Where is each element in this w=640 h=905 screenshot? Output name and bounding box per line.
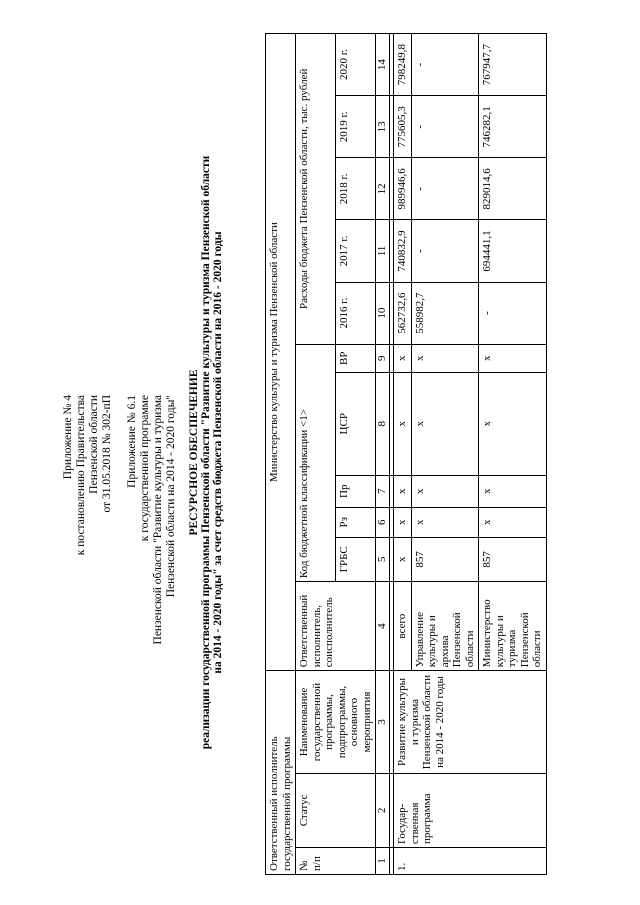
program-status-text: Государ-ственная программа [396,793,433,845]
grbs-cell: х [394,537,412,582]
header-status-text: Статус [298,794,310,827]
header-executor-text: Ответственный исполнитель, соисполнитель [298,594,335,668]
executor-text: Управление культуры и архива Пензенской области [413,612,476,668]
column-number: 13 [376,96,390,158]
pr-cell: х [479,475,547,507]
title-line-1: РЕСУРСНОЕ ОБЕСПЕЧЕНИЕ [188,369,200,536]
header-num [296,848,376,875]
column-number: 11 [376,220,390,282]
value-2020: 767947,7 [479,34,547,96]
appendix-4-line-2: к постановлению Правительства [75,395,87,556]
header-year-2019-text: 2019 г. [338,111,350,143]
header-pr-text: Пр [338,484,350,498]
appendix-4-line-4: от 31.05.2018 № 302-пП [101,395,113,513]
grbs-cell: 857 [411,537,479,582]
header-csr [336,372,376,475]
header-expenses [296,34,336,345]
program-num-text: 1. [396,862,408,871]
header-budget-code [296,344,336,582]
column-number: 14 [376,34,390,96]
csr-cell: х [394,372,412,475]
responsible-value: Министерство культуры и туризма Пензенской области [268,222,280,483]
column-number-row [376,34,390,875]
header-year-2016-text: 2016 г. [338,297,350,329]
executor-text: всего [396,613,408,639]
appendix-4-line-1: Приложение № 4 [62,395,74,480]
value-2019: - [411,96,479,158]
program-status [394,773,547,847]
header-pr [336,475,376,507]
value-2016: - [479,282,547,344]
executor-cell [411,582,479,671]
header-year-2020 [336,34,376,96]
responsible-label: Ответственный исполнитель государственной программы [268,736,293,871]
header-grbs-text: ГРБС [338,546,350,573]
responsible-label-cell [266,671,296,875]
column-number: 12 [376,158,390,220]
value-2016: 562732,6 [394,282,412,344]
column-number: 5 [376,537,390,582]
value-2018: - [411,158,479,220]
column-number: 9 [376,344,390,372]
header-year-2017 [336,220,376,282]
header-rz [336,507,376,537]
grbs-cell: 857 [479,537,547,582]
header-executor [296,582,376,671]
value-2016: 558982,7 [411,282,479,344]
executor-text: Министерство культуры и туризма Пензенской области [481,599,543,668]
header-year-2020-text: 2020 г. [338,49,350,81]
value-2020: - [411,34,479,96]
header-year-2017-text: 2017 г. [338,235,350,267]
column-number: 6 [376,507,390,537]
document-title [188,0,224,905]
header-name-text: Наименование государственной программы, подпрограммы, основного мероприятия [298,682,373,762]
appendix-4-header [62,395,114,555]
csr-cell: х [411,372,479,475]
appendix-6-1-header [126,395,178,644]
header-budget-code-text: Код бюджетной классификации <1> [298,409,310,579]
vr-cell: х [411,344,479,372]
header-num-text: № п/п [298,856,323,871]
csr-cell: х [479,372,547,475]
header-year-2019 [336,96,376,158]
value-2019: 746282,1 [479,96,547,158]
value-2018: 989946,6 [394,158,412,220]
header-vr-text: ВР [338,351,350,365]
appendix-6-1-line-2: к государственной программе [139,395,151,542]
header-year-2018-text: 2018 г. [338,173,350,205]
program-name [394,671,547,774]
column-number: 7 [376,475,390,507]
title-line-3: на 2014 - 2020 годы" за счет средств бюджета Пензенской области на 2016 - 2020 годы [212,231,224,674]
value-2019: 775605,3 [394,96,412,158]
header-status [296,773,376,847]
vr-cell: х [394,344,412,372]
value-2017: 694441,1 [479,220,547,282]
header-year-2018 [336,158,376,220]
program-num [394,848,547,875]
column-number: 8 [376,372,390,475]
header-vr [336,344,376,372]
rz-cell: х [394,507,412,537]
header-grbs [336,537,376,582]
table-row [394,34,412,875]
executor-cell [479,582,547,671]
header-rz-text: Рз [338,517,350,528]
program-name-text: Развитие культуры и туризма Пензенской области на 2014 - 2020 годы [396,674,446,770]
value-2017: 740832,9 [394,220,412,282]
header-expenses-text: Расходы бюджета Пензенской области, тыс. рублей [298,68,310,309]
appendix-6-1-line-4: Пензенской области на 2014 - 2020 годы" [165,395,177,598]
appendix-6-1-line-1: Приложение № 6.1 [126,395,138,488]
column-number: 1 [376,848,390,875]
responsible-value-cell [266,34,296,671]
column-number: 2 [376,773,390,847]
executor-cell [394,582,412,671]
header-name [296,671,376,774]
column-number: 3 [376,671,390,774]
value-2020: 798249,8 [394,34,412,96]
value-2018: 829014,6 [479,158,547,220]
resource-table [265,33,547,875]
column-number: 10 [376,282,390,344]
value-2017: - [411,220,479,282]
title-line-2: реализации государственной программы Пензенской области "Развитие культуры и туризма Пензенской области [200,155,212,750]
pr-cell: х [411,475,479,507]
vr-cell: х [479,344,547,372]
rz-cell: х [479,507,547,537]
rz-cell: х [411,507,479,537]
appendix-4-line-3: Пензенской области [88,395,100,494]
header-year-2016 [336,282,376,344]
pr-cell: х [394,475,412,507]
header-csr-text: ЦСР [338,413,350,435]
column-number: 4 [376,582,390,671]
appendix-6-1-line-3: Пензенской области "Развитие культуры и туризма [152,395,164,645]
